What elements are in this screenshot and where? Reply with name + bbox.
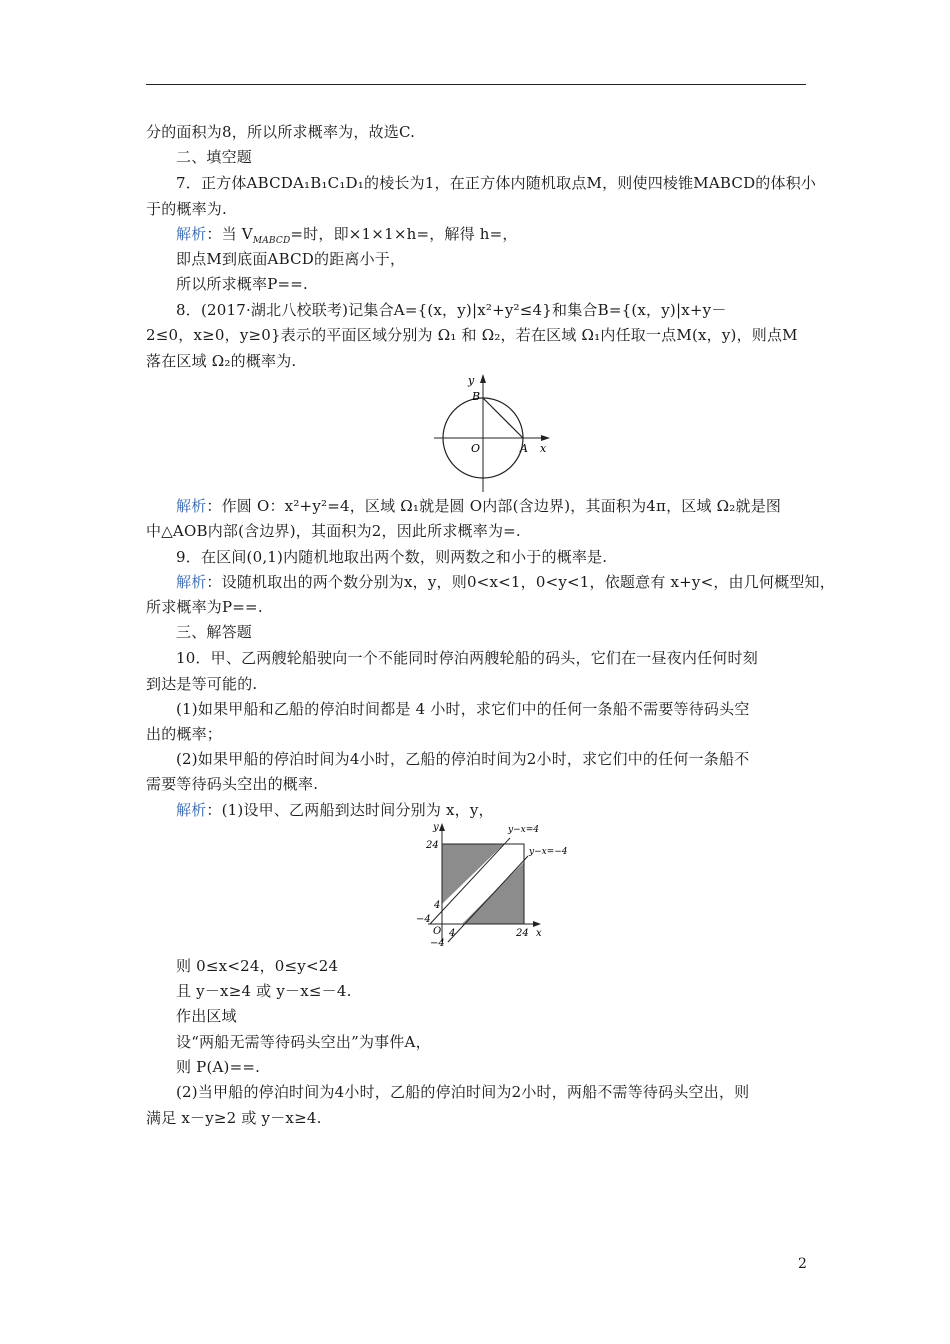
y-label: y	[468, 374, 475, 387]
text-line: 作出区域	[176, 1007, 237, 1025]
text-line: (1)如果甲船和乙船的停泊时间都是 4 小时，求它们中的任何一条船不需要等待码头空	[176, 700, 750, 718]
text-line: 所求概率为P==.	[146, 598, 263, 616]
y-label: y	[433, 822, 439, 833]
text-line: 2≤0，x≥0，y≥0}表示的平面区域分别为 Ω₁ 和 Ω₂，若在区域 Ω₁内任取一点M(x，y)，则点M	[146, 326, 798, 344]
text-line: 且 y－x≥4 或 y－x≤－4.	[176, 982, 352, 1000]
solution-line: 解析：设随机取出的两个数分别为x，y，则0<x<1，0<y<1，依题意有 x+y<，由几何概型知，	[176, 573, 835, 591]
solution-line: 解析：(1)设甲、乙两船到达时间分别为 x，y，	[176, 801, 494, 819]
line-label-1: y−x=4	[508, 825, 539, 835]
tick-4-x: 4	[449, 928, 456, 939]
solution-label: 解析	[176, 573, 207, 591]
text-line: 满足 x－y≥2 或 y－x≥4.	[146, 1109, 322, 1127]
text-line: 出的概率；	[146, 725, 223, 743]
x-axis-arrow	[541, 435, 550, 441]
text-line: 落在区域 Ω₂的概率为.	[146, 352, 297, 370]
text-line: (2)如果甲船的停泊时间为4小时，乙船的停泊时间为2小时，求它们中的任何一条船不	[176, 750, 750, 768]
header-rule	[146, 84, 806, 85]
question-10: 10．甲、乙两艘轮船驶向一个不能同时停泊两艘轮船的码头，它们在一昼夜内任何时刻	[176, 649, 758, 667]
square-figure	[408, 818, 578, 950]
tick-4-y: 4	[434, 900, 441, 911]
page-number: 2	[798, 1256, 807, 1272]
solution-label: 解析	[176, 801, 207, 819]
y-axis-arrow	[480, 374, 486, 383]
text-line: 于的概率为.	[146, 200, 227, 218]
line-label-2: y−x=−4	[529, 847, 568, 857]
solution-label: 解析	[176, 497, 207, 515]
point-b-label: B	[472, 390, 481, 403]
tick-minus4-x: −4	[416, 914, 431, 925]
section-heading: 三、解答题	[176, 623, 253, 641]
point-a-label: A	[520, 442, 528, 455]
text-line: 设“两船无需等待码头空出”为事件A，	[176, 1033, 431, 1051]
solution-line: 解析：当 $V_{MABCD}=$时，即×1×1×h=，解得 h=，	[176, 225, 518, 246]
text-line: 分的面积为8，所以所求概率为，故选C.	[146, 123, 416, 141]
origin-label: O	[433, 926, 442, 937]
question-9: 9．在区间(0,1)内随机地取出两个数，则两数之和小于的概率是.	[176, 548, 608, 566]
circle-figure	[428, 370, 558, 494]
section-heading: 二、填空题	[176, 148, 253, 166]
x-axis-arrow	[533, 921, 541, 927]
solution-line: 解析：作圆 O：x²+y²=4，区域 Ω₁就是圆 O内部(含边界)，其面积为4π，区域 Ω₂就是图	[176, 497, 782, 515]
solution-label: 解析	[176, 225, 207, 243]
x-label: x	[540, 442, 547, 455]
tick-24-x: 24	[516, 928, 529, 939]
question-8: 8．(2017·湖北八校联考)记集合A={(x，y)|x²+y²≤4}和集合B={(x，y)|x+y－	[176, 301, 727, 319]
tick-minus4-y: −4	[430, 938, 445, 949]
y-axis-arrow	[439, 823, 445, 831]
tick-24-y: 24	[426, 840, 439, 851]
question-7: 7．正方体ABCDA₁B₁C₁D₁的棱长为1，在正方体内随机取点M，则使四棱锥MABCD的体积小	[176, 174, 817, 192]
origin-label: O	[471, 442, 481, 455]
x-label: x	[536, 928, 542, 939]
text-line: 所以所求概率P==.	[176, 275, 308, 293]
text-line: 中△AOB内部(含边界)，其面积为2，因此所求概率为=.	[146, 522, 521, 540]
text-line: 即点M到底面ABCD的距离小于，	[176, 250, 406, 268]
text-line: (2)当甲船的停泊时间为4小时，乙船的停泊时间为2小时，两船不需等待码头空出，则	[176, 1083, 750, 1101]
text-line: 则 P(A)==.	[176, 1058, 261, 1076]
text-line: 需要等待码头空出的概率.	[146, 775, 319, 793]
text-line: 到达是等可能的.	[146, 675, 258, 693]
text-line: 则 0≤x<24，0≤y<24	[176, 957, 339, 975]
